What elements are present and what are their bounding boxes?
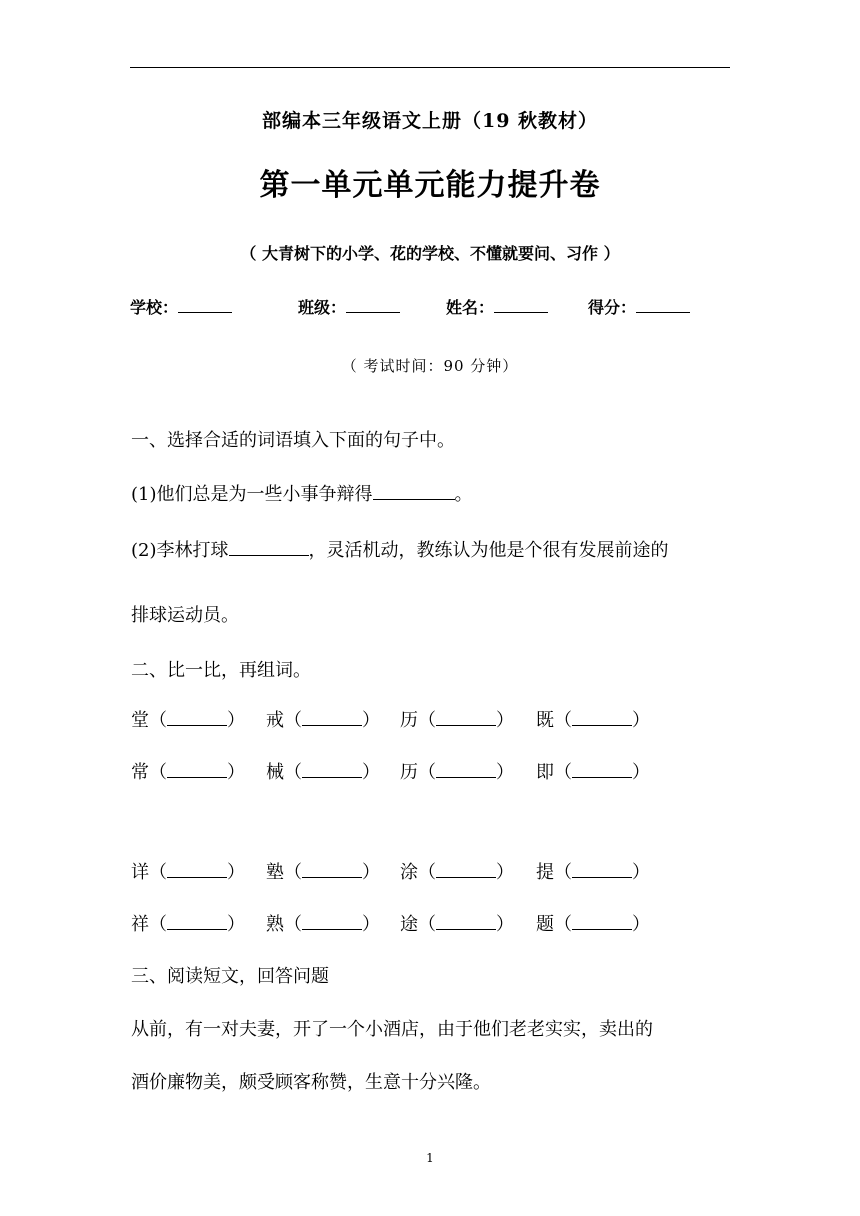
close-paren: ） (362, 914, 380, 935)
word-blank[interactable] (572, 761, 632, 778)
compare-item (400, 706, 514, 732)
compare-item (131, 706, 245, 732)
name-label: 姓名： (446, 298, 495, 317)
close-paren: ） (632, 914, 650, 935)
document-subtitle: 部编本三年级语文上册（19 秋教材） (261, 110, 599, 132)
word-blank[interactable] (572, 913, 632, 930)
compare-character: 既 (536, 710, 554, 731)
school-label: 学校： (130, 298, 179, 317)
question-2-continued: 排球运动员。 (131, 605, 239, 626)
question-1-blank[interactable] (373, 483, 455, 500)
question-1-end: 。 (454, 484, 473, 505)
word-blank[interactable] (167, 913, 227, 930)
question-2-rest: ，灵活机动，教练认为他是个很有发展前途的 (308, 540, 669, 561)
word-blank[interactable] (436, 709, 496, 726)
exam-time: （ 考试时间：90 分钟） (341, 357, 519, 375)
word-blank[interactable] (572, 709, 632, 726)
compare-character: 涂 (400, 862, 418, 883)
score-label: 得分： (588, 298, 637, 317)
word-blank[interactable] (167, 861, 227, 878)
close-paren: ） (496, 914, 514, 935)
close-paren: ） (496, 710, 514, 731)
compare-item (400, 758, 514, 784)
unit-scope: （ 大青树下的小学、花的学校、不懂就要问、习作 ） (240, 244, 620, 263)
score-field (588, 295, 690, 318)
question-2-text: (2)李林打球 (131, 540, 229, 561)
open-paren: （ (554, 914, 572, 935)
compare-character: 塾 (266, 862, 284, 883)
question-2-blank[interactable] (229, 539, 309, 556)
score-blank[interactable] (636, 298, 690, 313)
open-paren: （ (284, 862, 302, 883)
open-paren: （ (418, 862, 436, 883)
passage-line-2: 酒价廉物美，颇受顾客称赞，生意十分兴隆。 (131, 1072, 491, 1093)
close-paren: ） (362, 862, 380, 883)
open-paren: （ (418, 762, 436, 783)
word-blank[interactable] (302, 861, 362, 878)
close-paren: ） (632, 762, 650, 783)
name-field (446, 295, 548, 318)
compare-character: 途 (400, 914, 418, 935)
open-paren: （ (149, 914, 167, 935)
word-blank[interactable] (436, 761, 496, 778)
compare-character: 详 (131, 862, 149, 883)
compare-item (536, 706, 650, 732)
open-paren: （ (554, 710, 572, 731)
compare-item (266, 706, 380, 732)
word-blank[interactable] (167, 709, 227, 726)
close-paren: ） (227, 914, 245, 935)
compare-character: 熟 (266, 914, 284, 935)
compare-item (400, 910, 514, 936)
compare-character: 历 (400, 710, 418, 731)
compare-character: 堂 (131, 710, 149, 731)
compare-item (536, 910, 650, 936)
compare-item (536, 758, 650, 784)
compare-item (266, 758, 380, 784)
question-1 (131, 480, 473, 506)
close-paren: ） (496, 762, 514, 783)
close-paren: ） (496, 862, 514, 883)
open-paren: （ (418, 710, 436, 731)
open-paren: （ (418, 914, 436, 935)
word-blank[interactable] (302, 913, 362, 930)
section2-heading: 二、比一比，再组词。 (131, 660, 311, 681)
close-paren: ） (227, 762, 245, 783)
word-blank[interactable] (167, 761, 227, 778)
open-paren: （ (284, 762, 302, 783)
compare-item (131, 858, 245, 884)
section3-heading: 三、阅读短文，回答问题 (131, 966, 329, 987)
compare-character: 祥 (131, 914, 149, 935)
open-paren: （ (149, 862, 167, 883)
open-paren: （ (149, 710, 167, 731)
compare-character: 常 (131, 762, 149, 783)
open-paren: （ (149, 762, 167, 783)
compare-item (266, 858, 380, 884)
open-paren: （ (554, 862, 572, 883)
class-label: 班级： (298, 298, 347, 317)
close-paren: ） (227, 862, 245, 883)
document-title: 第一单元单元能力提升卷 (259, 168, 601, 203)
close-paren: ） (362, 762, 380, 783)
compare-character: 题 (536, 914, 554, 935)
open-paren: （ (284, 914, 302, 935)
compare-item (131, 910, 245, 936)
open-paren: （ (554, 762, 572, 783)
word-blank[interactable] (436, 913, 496, 930)
section1-heading: 一、选择合适的词语填入下面的句子中。 (131, 430, 455, 451)
compare-character: 械 (266, 762, 284, 783)
word-blank[interactable] (302, 709, 362, 726)
compare-item (131, 758, 245, 784)
close-paren: ） (362, 710, 380, 731)
close-paren: ） (632, 862, 650, 883)
class-blank[interactable] (346, 298, 400, 313)
school-blank[interactable] (178, 298, 232, 313)
word-blank[interactable] (572, 861, 632, 878)
school-field (130, 295, 232, 318)
close-paren: ） (227, 710, 245, 731)
compare-character: 历 (400, 762, 418, 783)
class-field (298, 295, 400, 318)
close-paren: ） (632, 710, 650, 731)
header-rule (130, 67, 730, 68)
word-blank[interactable] (436, 861, 496, 878)
compare-item (536, 858, 650, 884)
compare-item (400, 858, 514, 884)
compare-character: 提 (536, 862, 554, 883)
passage-line-1: 从前，有一对夫妻，开了一个小酒店，由于他们老老实实，卖出的 (131, 1019, 653, 1040)
question-1-text: (1)他们总是为一些小事争辩得 (131, 484, 373, 505)
word-blank[interactable] (302, 761, 362, 778)
question-2 (131, 536, 669, 562)
compare-character: 戒 (266, 710, 284, 731)
compare-character: 即 (536, 762, 554, 783)
open-paren: （ (284, 710, 302, 731)
compare-item (266, 910, 380, 936)
page-number: 1 (426, 1151, 434, 1165)
name-blank[interactable] (494, 298, 548, 313)
